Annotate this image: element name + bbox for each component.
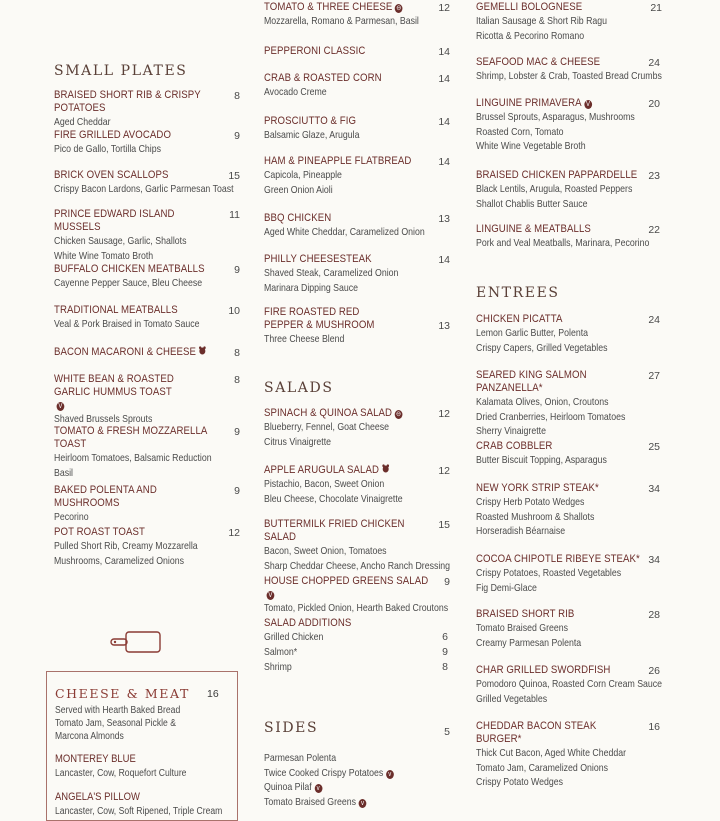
kid-icon: [382, 464, 390, 473]
item-description: Crispy Bacon Lardons, Garlic Parmesan Toast: [54, 184, 234, 195]
menu-item: [476, 369, 662, 440]
item-description: White Wine Tomato Broth: [54, 250, 154, 262]
item-description: Butter Biscuit Topping, Asparagus: [476, 455, 607, 466]
item-description: Pico de Gallo, Tortilla Chips: [54, 144, 161, 155]
gluten-free-icon: ⊖: [395, 411, 402, 418]
menu-item: [264, 518, 450, 574]
menu-item: [476, 482, 662, 540]
item-name: NEW YORK STRIP STEAK*: [476, 482, 599, 494]
menu-item: [54, 425, 240, 481]
item-price: 15: [438, 519, 450, 531]
item-description: Crispy Potato Wedges: [476, 777, 564, 788]
item-description: Sharp Cheddar Cheese, Ancho Ranch Dressing: [264, 560, 451, 572]
item-price: 24: [648, 314, 660, 326]
item-name-text: BACON MACARONI & CHEESE: [54, 346, 197, 358]
item-name-text: TOMATO & THREE CHEESE: [264, 1, 393, 13]
item-price: 12: [228, 527, 240, 539]
item-description: Aged White Cheddar, Caramelized Onion: [264, 227, 425, 238]
item-description: Mushrooms, Caramelized Onions: [54, 555, 185, 567]
item-description: Blueberry, Fennel, Goat Cheese: [264, 422, 390, 433]
item-description: Three Cheese Blend: [264, 334, 345, 345]
item-price: 8: [234, 374, 240, 386]
menu-item: [476, 56, 662, 85]
side-item-text: Quinoa Pilaf: [264, 782, 312, 793]
section-heading-salads: SALADS: [264, 380, 334, 396]
item-description: Crispy Potatoes, Roasted Vegetables: [476, 568, 622, 579]
menu-item: [476, 608, 662, 651]
menu-item: [476, 169, 662, 212]
side-item-text: Tomato Braised Greens: [264, 796, 357, 808]
item-price: 9: [234, 485, 240, 497]
item-description: Ricotta & Pecorino Romano: [476, 30, 585, 42]
item-name: BRAISED CHICKEN PAPPARDELLE: [476, 169, 638, 181]
item-description: Green Onion Aioli: [264, 184, 333, 196]
item-description: Heirloom Tomatoes, Balsamic Reduction: [54, 453, 212, 464]
vegetarian-icon: v: [314, 784, 322, 793]
item-description: Kalamata Olives, Onion, Croutons: [476, 397, 609, 408]
item-price: 27: [648, 370, 660, 382]
item-description: Shaved Brussels Sprouts: [54, 414, 153, 425]
menu-item: [54, 129, 240, 158]
vegetarian-icon: V: [58, 403, 63, 410]
item-price: 14: [438, 254, 450, 266]
item-name: [54, 373, 195, 412]
item-description: Chicken Sausage, Garlic, Shallots: [54, 236, 187, 247]
cheese-description: Lancaster, Cow, Roquefort Culture: [55, 768, 187, 779]
menu-item: [264, 407, 450, 450]
item-name: BBQ CHICKEN: [264, 212, 332, 224]
item-description: Pork and Veal Meatballs, Marinara, Pecorino: [476, 238, 650, 249]
side-item: Parmesan Polenta: [264, 753, 337, 764]
menu-item: [264, 575, 450, 617]
item-name: CRAB COBBLER: [476, 440, 553, 452]
addition-price: 6: [442, 631, 448, 643]
item-price: 13: [438, 320, 450, 332]
menu-item: [54, 373, 240, 428]
side-item: [264, 767, 450, 782]
item-description: Creamy Parmesan Polenta: [476, 637, 582, 649]
item-price: 14: [438, 73, 450, 85]
item-price: 10: [228, 305, 240, 317]
item-name: BAKED POLENTA AND MUSHROOMS: [54, 484, 157, 509]
item-name: PEPPERONI CLASSIC: [264, 45, 366, 57]
addition-label: Shrimp: [264, 662, 292, 673]
menu-item: [264, 115, 450, 144]
item-description: Basil: [54, 467, 74, 479]
item-description: White Wine Vegetable Broth: [476, 141, 586, 152]
item-description: Tomato Braised Greens: [476, 623, 569, 634]
item-name: SEAFOOD MAC & CHEESE: [476, 56, 601, 68]
item-price: 20: [648, 98, 660, 110]
item-name: SEARED KING SALMON PANZANELLA*: [476, 369, 587, 394]
item-description: Italian Sausage & Short Rib Ragu: [476, 16, 608, 27]
item-name: CRAB & ROASTED CORN: [264, 72, 382, 84]
gluten-free-icon: ⊖: [396, 5, 402, 12]
menu-item: [264, 45, 450, 58]
item-name: FIRE GRILLED AVOCADO: [54, 129, 172, 141]
item-description: Lemon Garlic Butter, Polenta: [476, 328, 589, 339]
item-price: 34: [648, 554, 660, 566]
menu-item: [476, 440, 662, 469]
vegetarian-icon: v: [359, 799, 367, 808]
box-description: Marcona Almonds: [55, 731, 124, 742]
item-name: [54, 346, 240, 359]
item-description: Tomato, Pickled Onion, Hearth Baked Croutons: [264, 603, 449, 614]
item-price: 16: [648, 721, 660, 733]
side-item: [264, 796, 450, 811]
item-price: 24: [648, 57, 660, 69]
item-description: Marinara Dipping Sauce: [264, 282, 358, 294]
menu-item: [264, 1, 450, 30]
cheese-name: ANGELA'S PILLOW: [55, 791, 140, 803]
item-name: LINGUINE & MEATBALLS: [476, 223, 591, 235]
item-name: COCOA CHIPOTLE RIBEYE STEAK*: [476, 553, 640, 565]
item-name-text: HOUSE CHOPPED GREENS SALAD: [264, 575, 429, 587]
menu-item: [54, 346, 240, 359]
item-name: BRICK OVEN SCALLOPS: [54, 169, 169, 181]
item-name: FIRE ROASTED RED PEPPER & MUSHROOM: [264, 306, 375, 331]
item-name: BRAISED SHORT RIB & CRISPY POTATOES: [54, 89, 201, 114]
item-name: [264, 464, 450, 477]
item-name: SALAD ADDITIONS: [264, 617, 352, 629]
item-name: GEMELLI BOLOGNESE: [476, 1, 583, 13]
item-price: 13: [438, 213, 450, 225]
kid-icon: [199, 346, 207, 355]
addition-price: 9: [442, 646, 448, 658]
side-item: [264, 781, 450, 796]
item-price: 28: [648, 609, 660, 621]
item-price: 11: [229, 209, 240, 221]
menu-item: [54, 526, 240, 569]
item-description: Balsamic Glaze, Arugula: [264, 130, 360, 141]
item-name: POT ROAST TOAST: [54, 526, 145, 538]
item-description: Grilled Vegetables: [476, 693, 548, 705]
box-description: Served with Hearth Baked Bread: [55, 705, 181, 716]
item-description: Crispy Herb Potato Wedges: [476, 497, 585, 508]
item-name: TOMATO & FRESH MOZZARELLA TOAST: [54, 425, 207, 450]
menu-item: [264, 464, 450, 507]
section-heading-sides: SIDES: [264, 720, 319, 736]
menu-item: [264, 72, 450, 101]
item-description: Shrimp, Lobster & Crab, Toasted Bread Crumbs: [476, 71, 662, 82]
item-price: 8: [234, 347, 240, 359]
salad-additions: [264, 617, 450, 676]
item-description: Roasted Mushroom & Shallots: [476, 511, 595, 523]
item-description: Crispy Capers, Grilled Vegetables: [476, 342, 608, 354]
cutting-board-icon: [110, 630, 162, 654]
item-price: 9: [444, 576, 450, 588]
item-name: TRADITIONAL MEATBALLS: [54, 304, 178, 316]
item-name-text: LINGUINE PRIMAVERA: [476, 97, 582, 109]
menu-item: [476, 664, 662, 707]
item-price: 25: [648, 441, 660, 453]
item-description: Avocado Creme: [264, 87, 327, 98]
item-description: Bacon, Sweet Onion, Tomatoes: [264, 546, 387, 557]
menu-item: [264, 155, 450, 198]
menu-item: [476, 720, 662, 791]
item-price: 9: [234, 264, 240, 276]
cheese-meat-price: 16: [207, 688, 219, 700]
item-description: Pulled Short Rib, Creamy Mozzarella: [54, 541, 198, 552]
cheese-name: MONTEREY BLUE: [55, 753, 136, 765]
menu-item: [54, 304, 240, 333]
cheese-and-meat-box: [46, 671, 238, 821]
vegetarian-icon: V: [268, 592, 273, 599]
item-name: PHILLY CHEESESTEAK: [264, 253, 372, 265]
item-name: BUTTERMILK FRIED CHICKEN SALAD: [264, 518, 405, 543]
menu-item: [54, 484, 240, 526]
item-name: BRAISED SHORT RIB: [476, 608, 575, 620]
item-price: 12: [438, 2, 450, 14]
item-price: 14: [438, 156, 450, 168]
item-name: HAM & PINEAPPLE FLATBREAD: [264, 155, 412, 167]
item-description: Pomodoro Quinoa, Roasted Corn Cream Sauce: [476, 679, 663, 690]
menu-item: [54, 169, 240, 198]
item-price: 8: [234, 90, 240, 102]
menu-item: [476, 97, 662, 155]
item-description: Mozzarella, Romano & Parmesan, Basil: [264, 16, 419, 27]
menu-item: [476, 313, 662, 356]
item-name: BUFFALO CHICKEN MEATBALLS: [54, 263, 205, 275]
item-description: Shaved Steak, Caramelized Onion: [264, 268, 399, 279]
menu-item: [476, 223, 662, 252]
cheese-description: Lancaster, Cow, Soft Ripened, Triple Cream: [55, 806, 223, 817]
sides-price: 5: [444, 726, 450, 738]
item-description: Shallot Chablis Butter Sauce: [476, 198, 588, 210]
addition-row: [264, 631, 450, 646]
section-heading-cheese-meat: CHEESE & MEAT: [55, 686, 190, 701]
box-description: Tomato Jam, Seasonal Pickle &: [55, 718, 176, 729]
menu-item: [476, 1, 662, 44]
item-price: 12: [438, 465, 450, 477]
sides-list: [264, 752, 450, 810]
section-heading-small-plates: SMALL PLATES: [54, 63, 188, 79]
item-price: 14: [438, 46, 450, 58]
menu-item: [54, 263, 240, 292]
menu-item: [54, 208, 240, 264]
item-price: 23: [648, 170, 660, 182]
addition-row: [264, 661, 450, 676]
item-name: CHAR GRILLED SWORDFISH: [476, 664, 611, 676]
item-name-text: WHITE BEAN & ROASTED GARLIC HUMMUS TOAST: [54, 373, 174, 398]
menu-item: [264, 212, 450, 241]
item-price: 9: [234, 130, 240, 142]
addition-row: [264, 646, 450, 661]
item-name-text: APPLE ARUGULA SALAD: [264, 464, 380, 476]
item-name-text: SPINACH & QUINOA SALAD: [264, 407, 393, 419]
item-price: 15: [228, 170, 240, 182]
section-heading-entrees: ENTREES: [476, 285, 560, 301]
item-price: 34: [648, 483, 660, 495]
item-price: 26: [648, 665, 660, 677]
item-description: Cayenne Pepper Sauce, Bleu Cheese: [54, 278, 203, 289]
item-name: [264, 575, 450, 601]
item-price: 14: [438, 116, 450, 128]
addition-label: Grilled Chicken: [264, 632, 324, 643]
item-price: 22: [648, 224, 660, 236]
item-name: PROSCIUTTO & FIG: [264, 115, 357, 127]
item-description: Bleu Cheese, Chocolate Vinaigrette: [264, 493, 403, 505]
item-name: CHEDDAR BACON STEAK BURGER*: [476, 720, 597, 745]
item-name: PRINCE EDWARD ISLAND MUSSELS: [54, 208, 175, 233]
item-name: [476, 97, 662, 110]
vegetarian-icon: V: [586, 101, 591, 108]
item-description: Veal & Pork Braised in Tomato Sauce: [54, 319, 200, 330]
side-item-text: Twice Cooked Crispy Potatoes: [264, 767, 384, 779]
menu-item: [264, 253, 450, 296]
menu-item: [54, 89, 240, 131]
item-price: 21: [650, 2, 662, 14]
menu-item: [264, 306, 450, 348]
item-price: 9: [234, 426, 240, 438]
item-description: Black Lentils, Arugula, Roasted Peppers: [476, 184, 633, 195]
item-name: [264, 1, 450, 14]
item-name: CHICKEN PICATTA: [476, 313, 563, 325]
addition-price: 8: [442, 661, 448, 673]
item-description: Pistachio, Bacon, Sweet Onion: [264, 479, 385, 490]
item-description: Sherry Vinaigrette: [476, 426, 546, 437]
vegetarian-icon: v: [386, 770, 394, 779]
item-description: Fig Demi-Glace: [476, 582, 537, 594]
addition-label: Salmon*: [264, 647, 298, 658]
item-description: Thick Cut Bacon, Aged White Cheddar: [476, 748, 627, 759]
menu-item: [476, 553, 662, 596]
item-description: Pecorino: [54, 512, 89, 523]
item-description: Capicola, Pineapple: [264, 170, 342, 181]
item-description: Horseradish Béarnaise: [476, 526, 566, 537]
item-name: [264, 407, 450, 420]
item-description: Tomato Jam, Caramelized Onions: [476, 762, 608, 774]
item-description: Citrus Vinaigrette: [264, 436, 332, 448]
item-description: Brussel Sprouts, Asparagus, Mushrooms: [476, 112, 635, 123]
item-description: Dried Cranberries, Heirloom Tomatoes: [476, 411, 626, 423]
item-description: Roasted Corn, Tomato: [476, 126, 564, 138]
item-price: 12: [438, 408, 450, 420]
item-description: Aged Cheddar: [54, 117, 111, 128]
